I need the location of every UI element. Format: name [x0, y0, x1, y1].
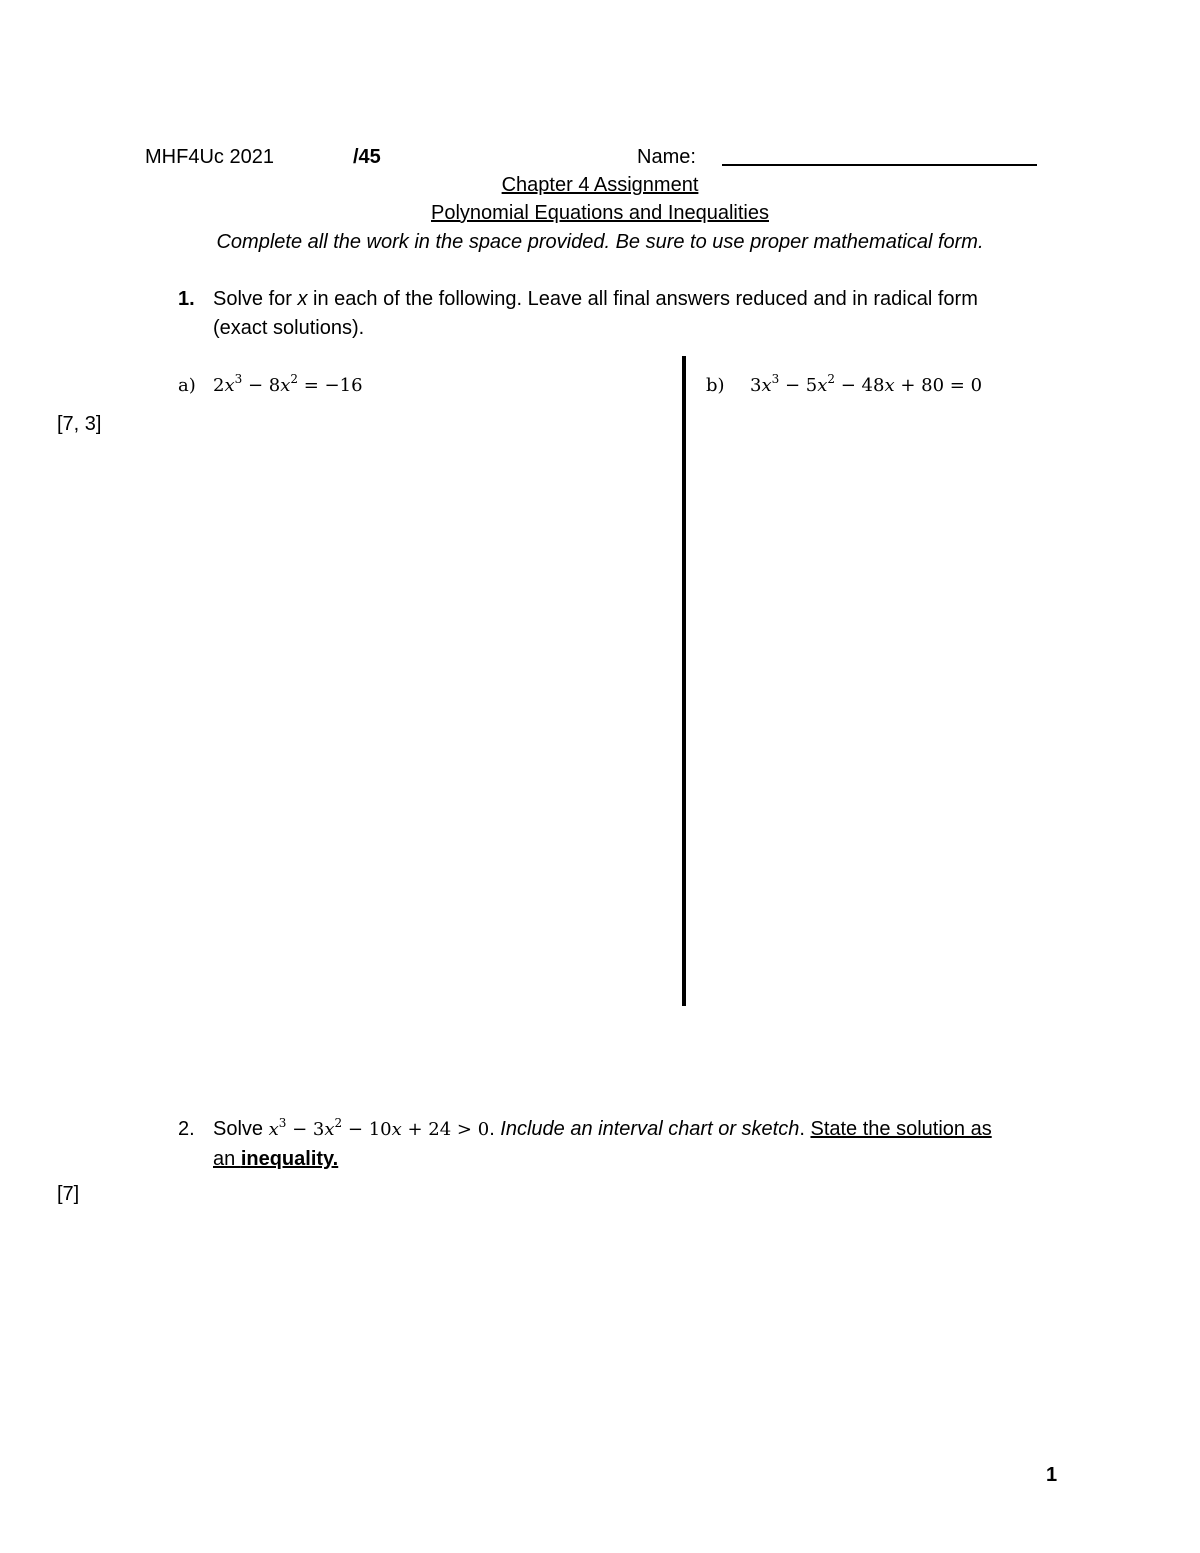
page-number: 1: [1046, 1464, 1058, 1486]
q1b-equation: $3x^3 - 5x^2 - 48x + 80 = 0$: [750, 372, 983, 396]
q2-number: 2.: [178, 1118, 195, 1140]
q1-text-line2: (exact solutions).: [213, 317, 365, 339]
assignment-subtitle: Polynomial Equations and Inequalities: [431, 202, 769, 224]
q1b-label: b): [706, 375, 725, 396]
q1-marks: [7, 3]: [57, 413, 102, 435]
column-divider: [682, 356, 686, 1006]
q1a-label: a): [178, 375, 196, 396]
assignment-title: Chapter 4 Assignment: [501, 174, 699, 196]
q1-text-line1: Solve for x in each of the following. Leave all final answers reduced and in radical form: [213, 288, 978, 310]
instructions: Complete all the work in the space provided. Be sure to use proper mathematical form.: [216, 231, 984, 253]
total-score: /45: [353, 146, 381, 168]
course-code: MHF4Uc 2021: [145, 146, 274, 168]
q1-number: 1.: [178, 288, 195, 310]
q1a-equation: $2x^3 - 8x^2 = -16$: [213, 372, 363, 396]
q2-marks: [7]: [57, 1183, 80, 1205]
q2-text-line1: Solve $x^3 - 3x^2 - 10x + 24 > 0$. Include an interval chart or sketch. State the solution as: [213, 1116, 992, 1140]
name-label: Name:: [637, 146, 696, 168]
q2-text-line2: an inequality.: [213, 1148, 339, 1170]
name-blank-line[interactable]: [722, 164, 1037, 166]
